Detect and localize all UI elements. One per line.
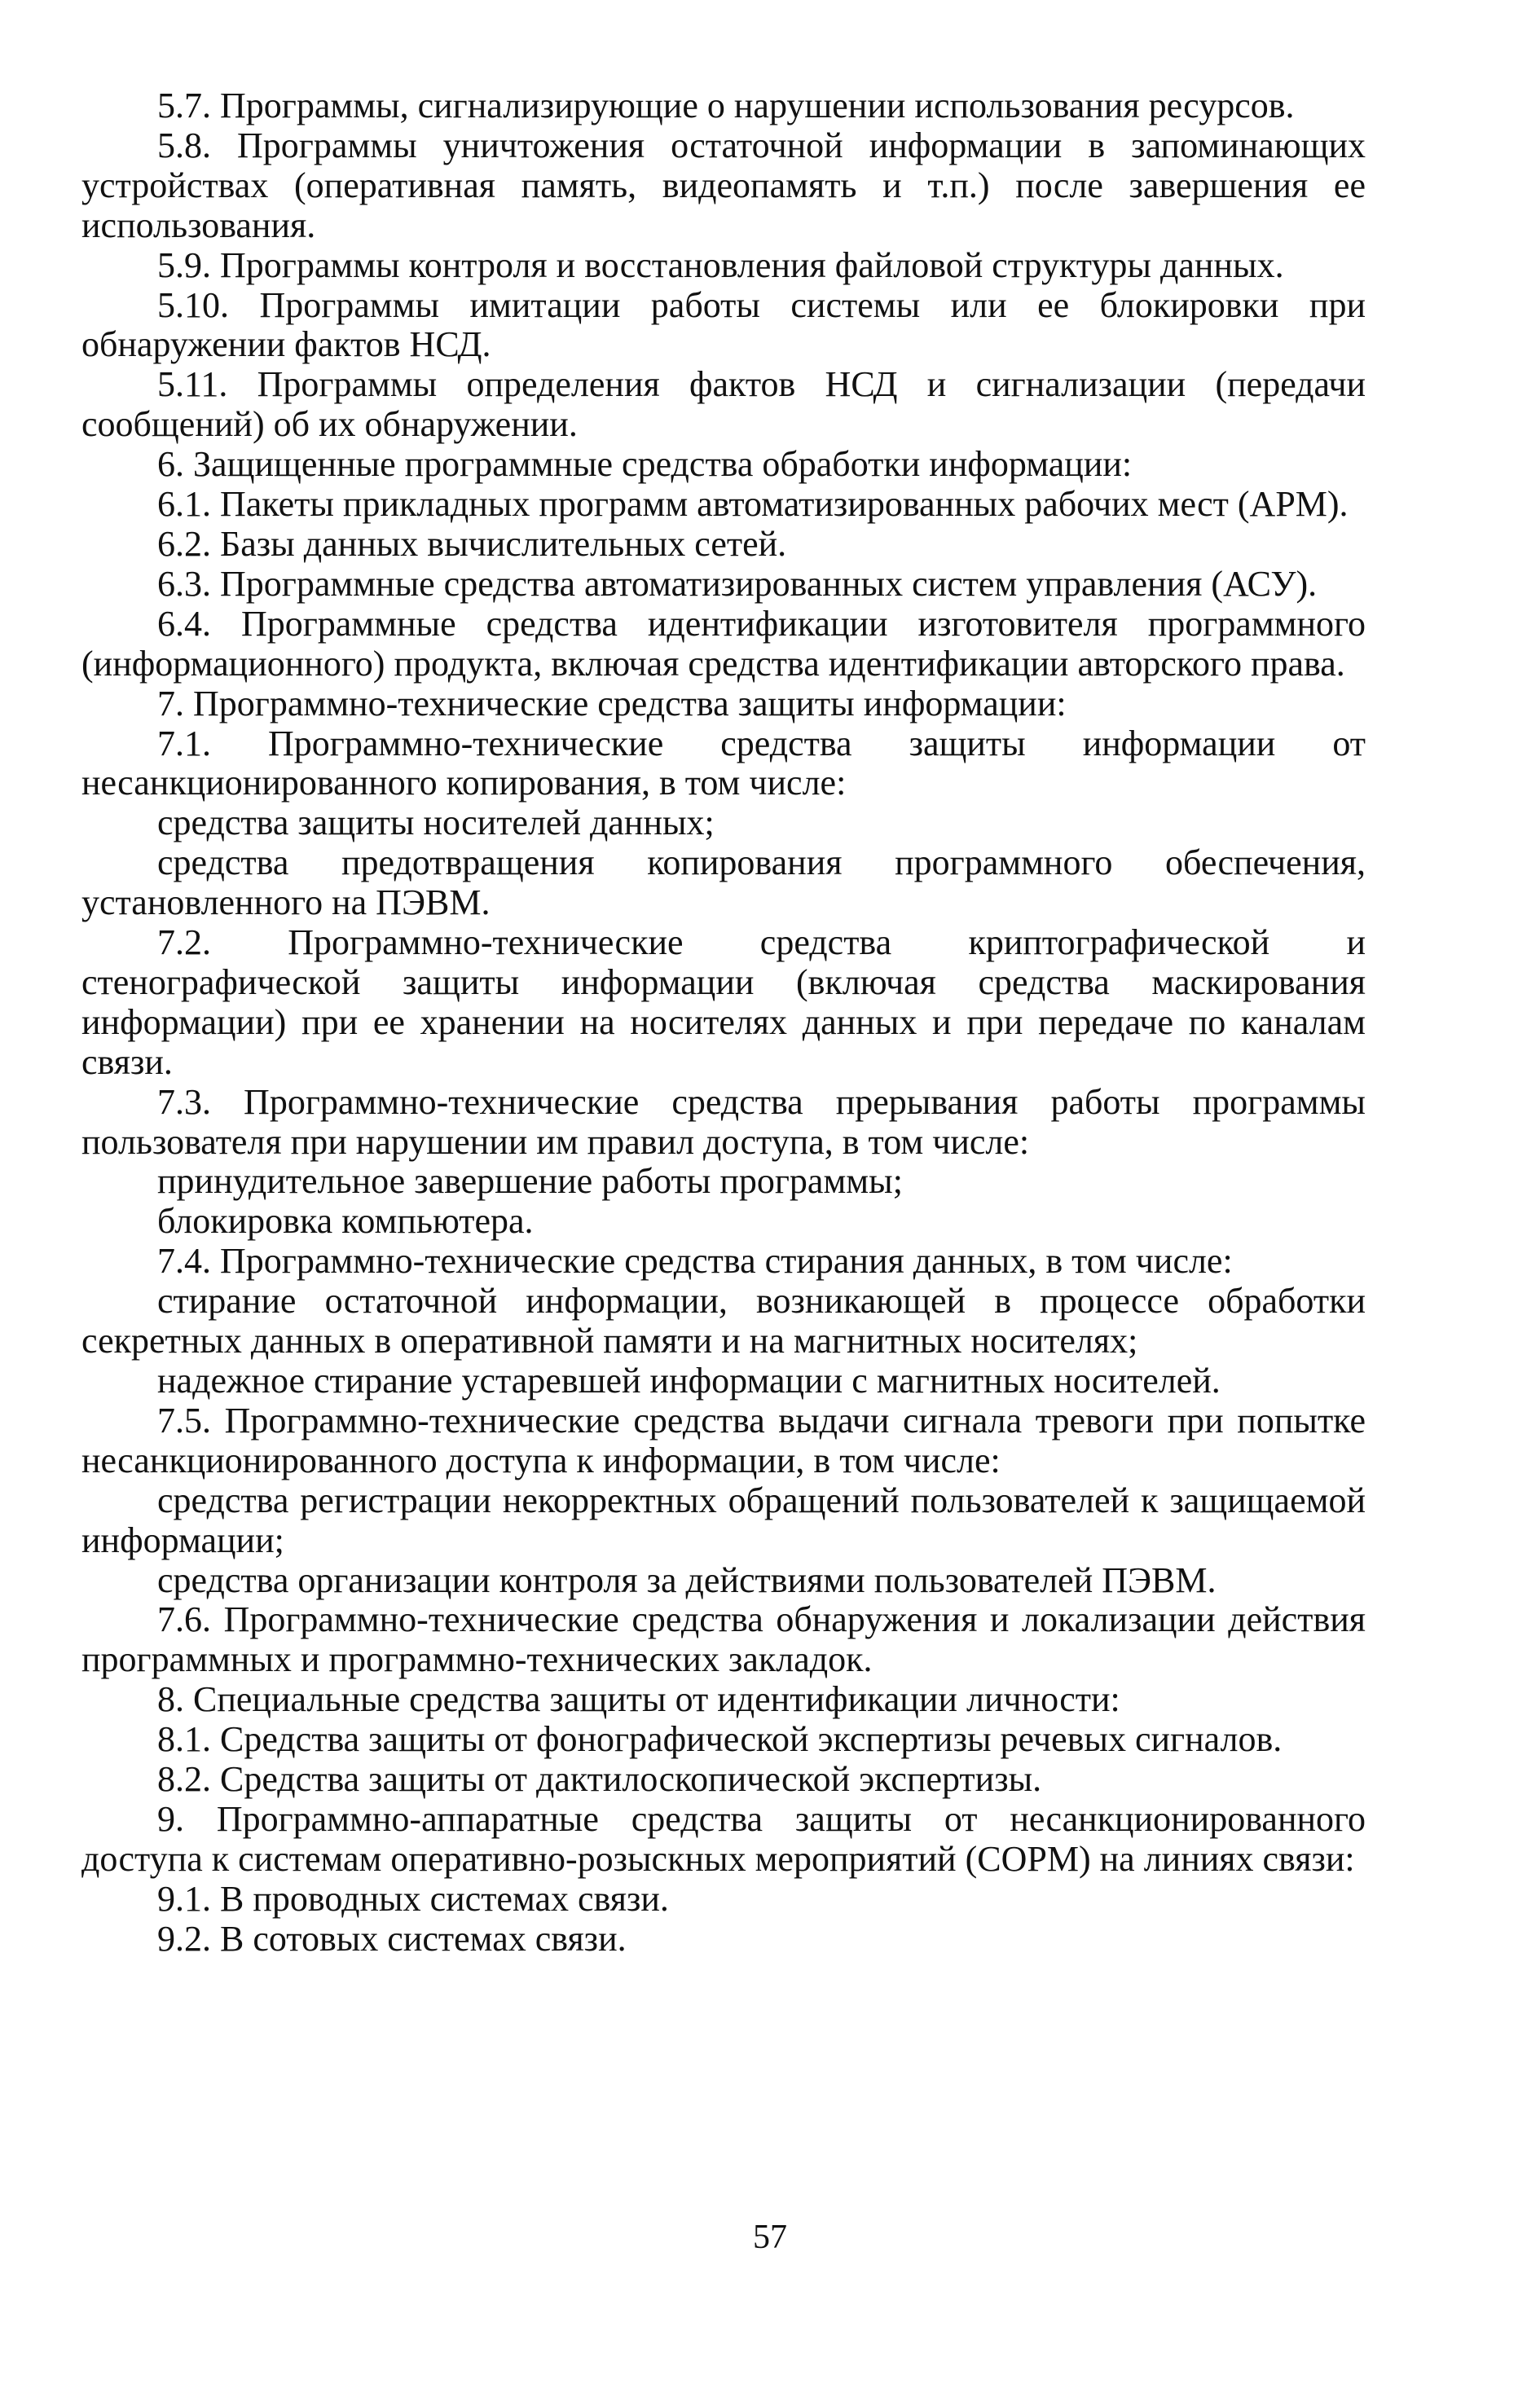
paragraph-7-6: 7.6. Программно-технические средства обнаружения и локализации действия программных и программно-технических закладок. <box>81 1599 1366 1680</box>
page-number: 57 <box>753 2219 787 2256</box>
list-item: средства регистрации некорректных обращений пользователей к защищаемой информации; <box>81 1480 1366 1560</box>
paragraph-7-1: 7.1. Программно-технические средства защиты информации от несанкционированного копирования, в том числе: <box>81 723 1366 803</box>
list-item: средства защиты носителей данных; <box>157 803 715 843</box>
paragraph-5-8: 5.8. Программы уничтожения остаточной информации в запоминающих устройствах (оперативная память, видеопамять и т.п.) после завершения ее использования. <box>81 125 1366 245</box>
paragraph-7-2: 7.2. Программно-технические средства криптографической и стенографической защиты информации (включая средства маскирования информации) при ее хранении на носителях данных и при передаче по каналам связи. <box>81 922 1366 1082</box>
paragraph-7: 7. Программно-технические средства защиты информации: <box>157 683 1067 724</box>
paragraph-5-10: 5.10. Программы имитации работы системы или ее блокировки при обнаружении фактов НСД. <box>81 284 1366 365</box>
paragraph-7-5: 7.5. Программно-технические средства выдачи сигнала тревоги при попытке несанкционированного доступа к информации, в том числе: <box>81 1400 1366 1480</box>
document-body <box>81 86 1366 1960</box>
paragraph-5-7: 5.7. Программы, сигнализирующие о нарушении использования ресурсов. <box>157 86 1295 125</box>
paragraph-9-2: 9.2. В сотовых системах связи. <box>157 1918 627 1959</box>
paragraph-7-4: 7.4. Программно-технические средства стирания данных, в том числе: <box>157 1241 1233 1282</box>
paragraph-5-9: 5.9. Программы контроля и восстановления файловой структуры данных. <box>157 244 1284 285</box>
paragraph-6-1: 6.1. Пакеты прикладных программ автоматизированных рабочих мест (АРМ). <box>157 484 1349 525</box>
paragraph-6-4: 6.4. Программные средства идентификации изготовителя программного (информационного) продукта, включая средства идентификации авторского права. <box>81 603 1366 684</box>
paragraph-9: 9. Программно-аппаратные средства защиты от несанкционированного доступа к системам оперативно-розыскных мероприятий (СОРМ) на линиях связи: <box>81 1798 1366 1879</box>
paragraph-8-2: 8.2. Средства защиты от дактилоскопической экспертизы. <box>157 1759 1042 1800</box>
paragraph-5-11: 5.11. Программы определения фактов НСД и сигнализации (передачи сообщений) об их обнаружении. <box>81 364 1366 445</box>
paragraph-6: 6. Защищенные программные средства обработки информации: <box>157 444 1133 485</box>
list-item: стирание остаточной информации, возникающей в процессе обработки секретных данных в оперативной памяти и на магнитных носителях; <box>81 1281 1366 1361</box>
paragraph-6-2: 6.2. Базы данных вычислительных сетей. <box>157 523 787 564</box>
paragraph-9-1: 9.1. В проводных системах связи. <box>157 1878 669 1919</box>
paragraph-8: 8. Специальные средства защиты от идентификации личности: <box>157 1679 1120 1720</box>
list-item: средства предотвращения копирования программного обеспечения, установленного на ПЭВМ. <box>81 842 1366 923</box>
paragraph-8-1: 8.1. Средства защиты от фонографической экспертизы речевых сигналов. <box>157 1719 1283 1760</box>
list-item: блокировка компьютера. <box>157 1201 534 1242</box>
list-item: принудительное завершение работы программы; <box>157 1161 903 1202</box>
list-item: средства организации контроля за действиями пользователей ПЭВМ. <box>157 1559 1217 1600</box>
list-item: надежное стирание устаревшей информации с магнитных носителей. <box>157 1361 1221 1401</box>
paragraph-6-3: 6.3. Программные средства автоматизированных систем управления (АСУ). <box>157 563 1318 604</box>
paragraph-7-3: 7.3. Программно-технические средства прерывания работы программы пользователя при нарушении им правил доступа, в том числе: <box>81 1081 1366 1162</box>
